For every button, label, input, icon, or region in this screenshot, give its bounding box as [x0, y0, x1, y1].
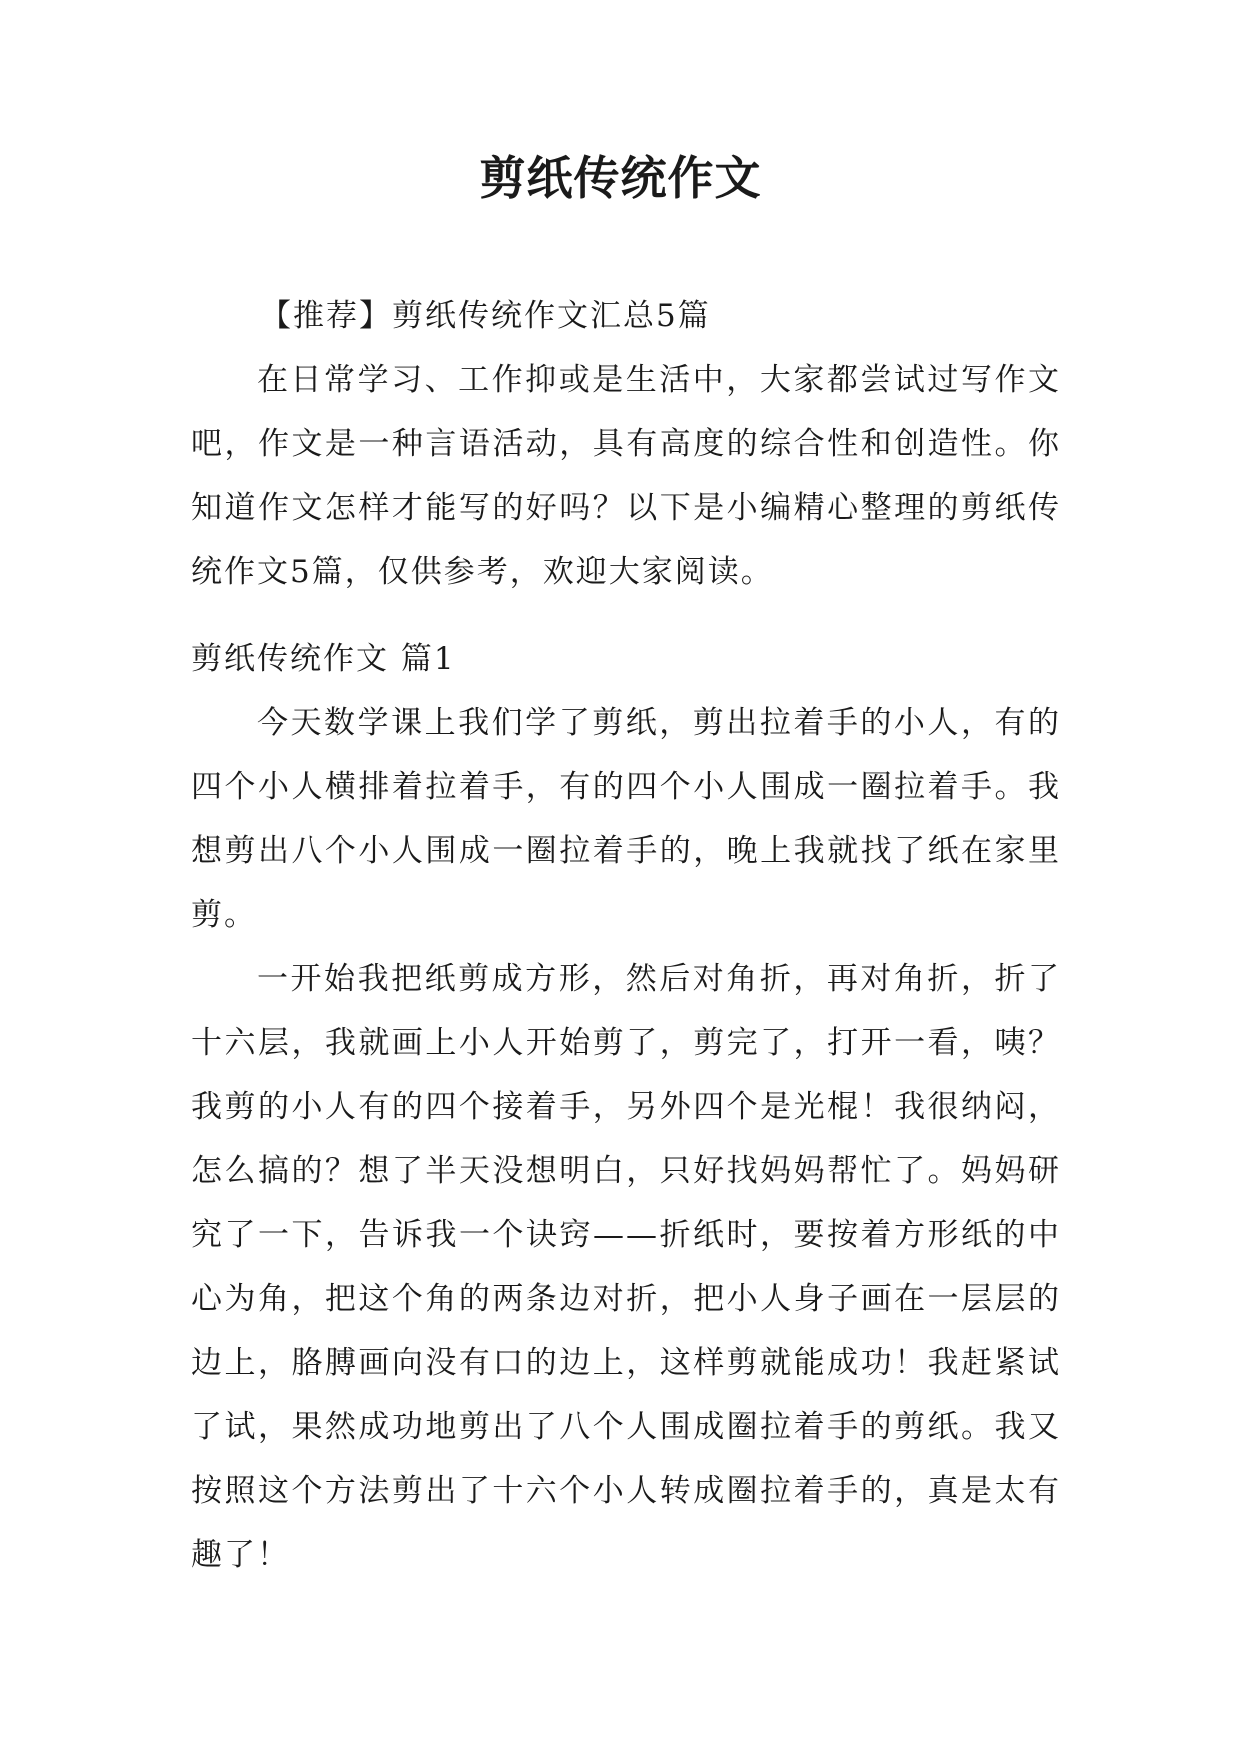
section-heading: 剪纸传统作文 篇1	[191, 641, 456, 677]
document-subtitle: 【推荐】剪纸传统作文汇总5篇	[260, 298, 711, 334]
intro-block	[191, 348, 1061, 604]
body-paragraph: 一开始我把纸剪成方形，然后对角折，再对角折，折了十六层，我就画上小人开始剪了，剪完了，打开一看，咦？我剪的小人有的四个接着手，另外四个是光棍！我很纳闷，怎么搞的？想了半天没想明白，只好找妈妈帮忙了。妈妈研究了一下，告诉我一个诀窍——折纸时，要按着方形纸的中心为角，把这个角的两条边对折，把小人身子画在一层层的边上，胳膊画向没有口的边上，这样剪就能成功！我赶紧试了试，果然成功地剪出了八个人围成圈拉着手的剪纸。我又按照这个方法剪出了十六个小人转成圈拉着手的，真是太有趣了！	[191, 961, 1061, 1573]
document-title: 剪纸传统作文	[479, 151, 762, 205]
section-body	[191, 691, 1061, 1587]
intro-paragraph: 在日常学习、工作抑或是生活中，大家都尝试过写作文吧，作文是一种言语活动，具有高度的综合性和创造性。你知道作文怎样才能写的好吗？以下是小编精心整理的剪纸传统作文5篇，仅供参考，欢迎大家阅读。	[191, 362, 1061, 590]
body-paragraph: 今天数学课上我们学了剪纸，剪出拉着手的小人，有的四个小人横排着拉着手，有的四个小人围成一圈拉着手。我想剪出八个小人围成一圈拉着手的，晚上我就找了纸在家里剪。	[191, 705, 1061, 933]
